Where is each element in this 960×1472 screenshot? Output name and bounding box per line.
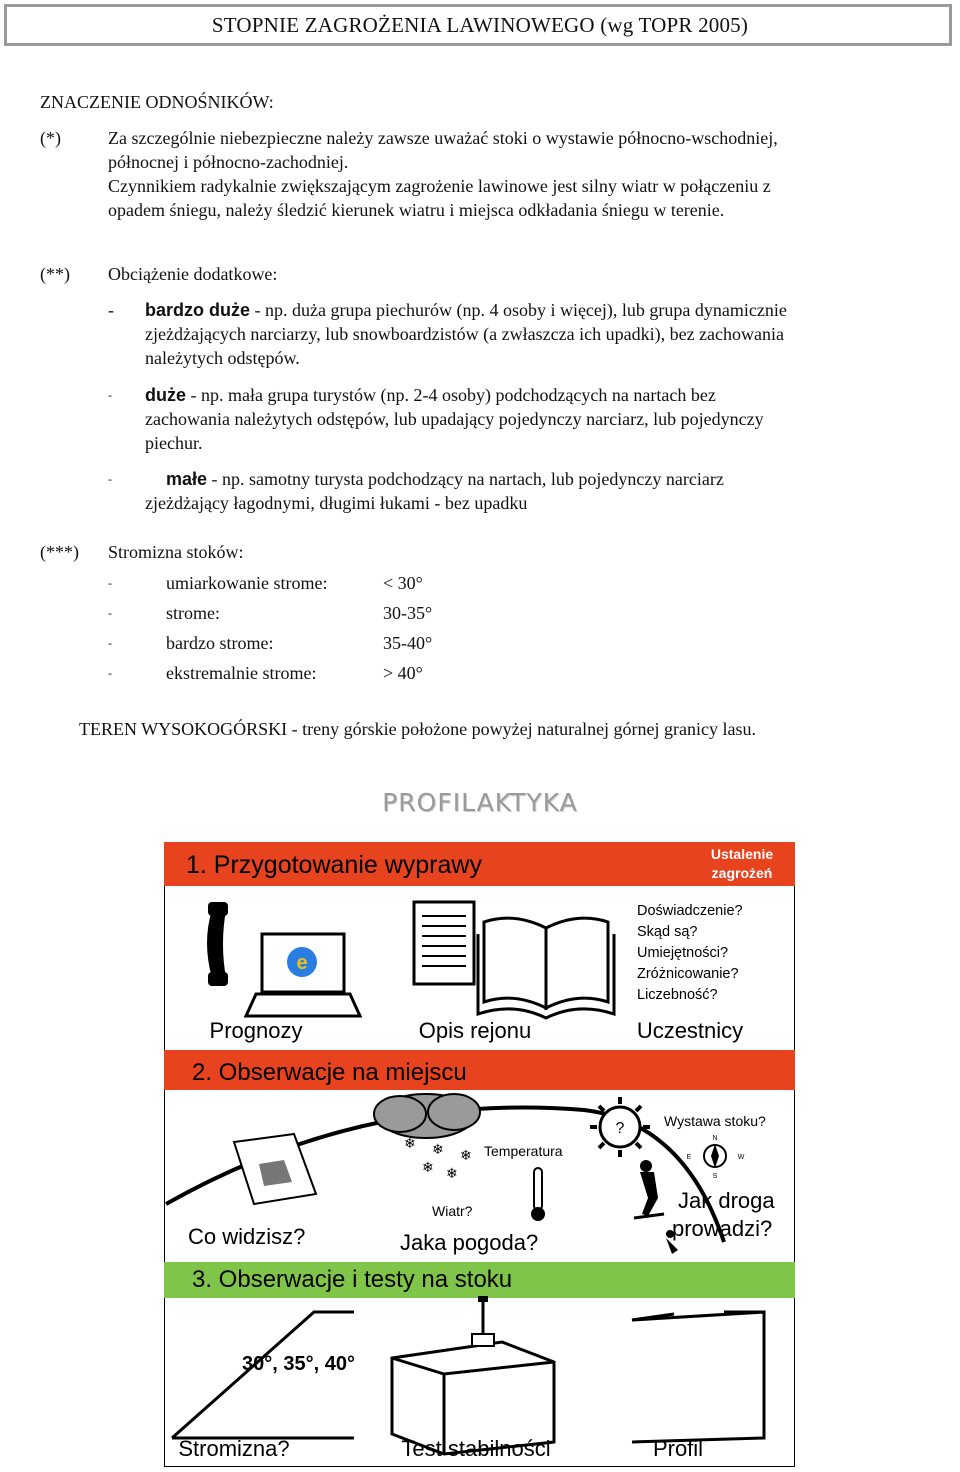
computer-icon xyxy=(246,934,360,1016)
steep-label: ekstremalnie strome: xyxy=(166,663,317,683)
steep-value: 35-40° xyxy=(383,633,433,653)
steep-value: 30-35° xyxy=(383,603,433,623)
section-1-corner-1: Ustalenie xyxy=(710,846,774,862)
section-1-title: 1. Przygotowanie wyprawy xyxy=(186,851,482,879)
steep-dash: - xyxy=(108,576,112,590)
svg-text:❄: ❄ xyxy=(432,1141,444,1157)
compass-icon xyxy=(704,1144,726,1168)
question-origin: Skąd są? xyxy=(637,924,698,940)
thermometer-icon xyxy=(531,1168,545,1221)
note-3-heading: Stromizna stoków: xyxy=(108,542,244,562)
steep-label: strome: xyxy=(166,603,220,623)
steep-dash: - xyxy=(108,666,112,680)
load-item-line: zjeżdżających narciarzy, lub snowboardzistów (a zwłaszcza ich upadki), bez zachowania xyxy=(145,324,784,344)
question-skills: Umiejętności? xyxy=(637,945,729,961)
label-forecasts: Prognozy xyxy=(209,1018,303,1043)
compass-w: W xyxy=(737,1154,745,1161)
load-item-line: zachowania należytych odstępów, lub upadający pojedynczy narciarz, lub pojedynczy xyxy=(145,409,764,429)
svg-text:❄: ❄ xyxy=(422,1159,434,1175)
load-item-line: zjeżdżający łagodnymi, długimi łukami - bez upadku xyxy=(145,493,528,513)
note-3-marker: (***) xyxy=(40,542,79,562)
label-what-you-see: Co widzisz? xyxy=(188,1224,306,1249)
label-weather: Jaka pogoda? xyxy=(400,1230,539,1255)
steep-value: > 40° xyxy=(383,663,423,683)
load-item-male xyxy=(166,467,724,491)
compass-s: S xyxy=(712,1173,718,1180)
label-route-2: prowadzi? xyxy=(672,1216,773,1241)
compass-e: E xyxy=(686,1154,692,1161)
teren-definition: TEREN WYSOKOGÓRSKI - treny górskie położone powyżej naturalnej górnej granicy lasu. xyxy=(79,719,757,739)
label-steepness: Stromizna? xyxy=(178,1436,290,1461)
section-3-title: 3. Obserwacje i testy na stoku xyxy=(192,1266,513,1293)
label-temperature: Temperatura xyxy=(484,1143,563,1159)
load-item-line: należytych odstępów. xyxy=(145,348,300,368)
compass-n: N xyxy=(712,1135,718,1142)
page-title: STOPNIE ZAGROŻENIA LAWINOWEGO (wg TOPR 2005) xyxy=(211,13,749,37)
label-angles: 30°, 35°, 40° xyxy=(242,1353,355,1375)
label-area-description: Opis rejonu xyxy=(418,1018,532,1043)
steep-label: bardzo strome: xyxy=(166,633,274,653)
note-1-line-1: Za szczególnie niebezpieczne należy zawsze uważać stoki o wystawie północno-wschodniej, xyxy=(108,128,778,148)
steep-dash: - xyxy=(108,636,112,650)
profilaktyka-title: PROFILAKTYKA xyxy=(382,788,578,817)
load-item-term: małe xyxy=(166,469,208,489)
note-2-marker: (**) xyxy=(40,264,70,284)
load-item-text: - np. mała grupa turystów (np. 2-4 osoby) podchodzących na nartach bez xyxy=(186,385,716,405)
note-1-line-4: opadem śniegu, należy śledzić kierunek wiatru i miejsca odkładania śniegu w terenie. xyxy=(108,200,725,220)
svg-text:❄: ❄ xyxy=(446,1165,458,1181)
load-item-duze xyxy=(145,383,716,407)
label-profile: Profil xyxy=(652,1436,704,1461)
notes-heading: ZNACZENIE ODNOŚNIKÓW: xyxy=(40,92,274,112)
label-slope-aspect: Wystawa stoku? xyxy=(664,1113,766,1129)
load-item-term: duże xyxy=(145,385,187,405)
steep-label: umiarkowanie strome: xyxy=(166,573,328,593)
label-participants: Uczestnicy xyxy=(636,1018,744,1043)
note-1-marker: (*) xyxy=(40,128,61,148)
svg-text:❄: ❄ xyxy=(460,1147,472,1163)
document-icon xyxy=(414,902,474,984)
load-item-dash: - xyxy=(108,472,112,486)
steep-dash: - xyxy=(108,606,112,620)
profilaktyka-illustration xyxy=(164,842,795,1467)
load-item-line: piechur. xyxy=(145,433,203,453)
svg-text:e: e xyxy=(296,952,308,974)
section-2-title: 2. Obserwacje na miejscu xyxy=(192,1059,467,1086)
load-item-text: - np. samotny turysta podchodzący na nartach, lub pojedynczy narciarz xyxy=(207,469,724,489)
label-route-1: Jak droga xyxy=(678,1188,775,1213)
load-item-bardzo-duze xyxy=(145,298,787,322)
load-item-term: bardzo duże xyxy=(145,300,251,320)
note-1-line-2: północnej i północno-zachodniej. xyxy=(108,152,349,172)
question-diversity: Zróżnicowanie? xyxy=(637,966,739,982)
note-2-heading: Obciążenie dodatkowe: xyxy=(108,264,278,284)
load-item-text: - np. duża grupa piechurów (np. 4 osoby i więcej), lub grupa dynamicznie xyxy=(250,300,787,320)
label-stability-test: Test stabilności xyxy=(401,1436,551,1461)
question-count: Liczebność? xyxy=(637,987,718,1003)
label-wind: Wiatr? xyxy=(432,1203,473,1219)
note-1-line-3: Czynnikiem radykalnie zwiększającym zagrożenie lawinowe jest silny wiatr w połączeniu z xyxy=(108,176,771,196)
question-mark: ? xyxy=(615,1120,625,1137)
load-item-dash: - xyxy=(108,300,114,320)
steep-value: < 30° xyxy=(383,573,423,593)
section-1-corner-2: zagrożeń xyxy=(711,865,773,881)
profilaktyka-panel xyxy=(164,842,795,1467)
load-item-dash: - xyxy=(108,388,112,402)
question-experience: Doświadczenie? xyxy=(637,903,743,919)
svg-text:❄: ❄ xyxy=(404,1135,416,1151)
